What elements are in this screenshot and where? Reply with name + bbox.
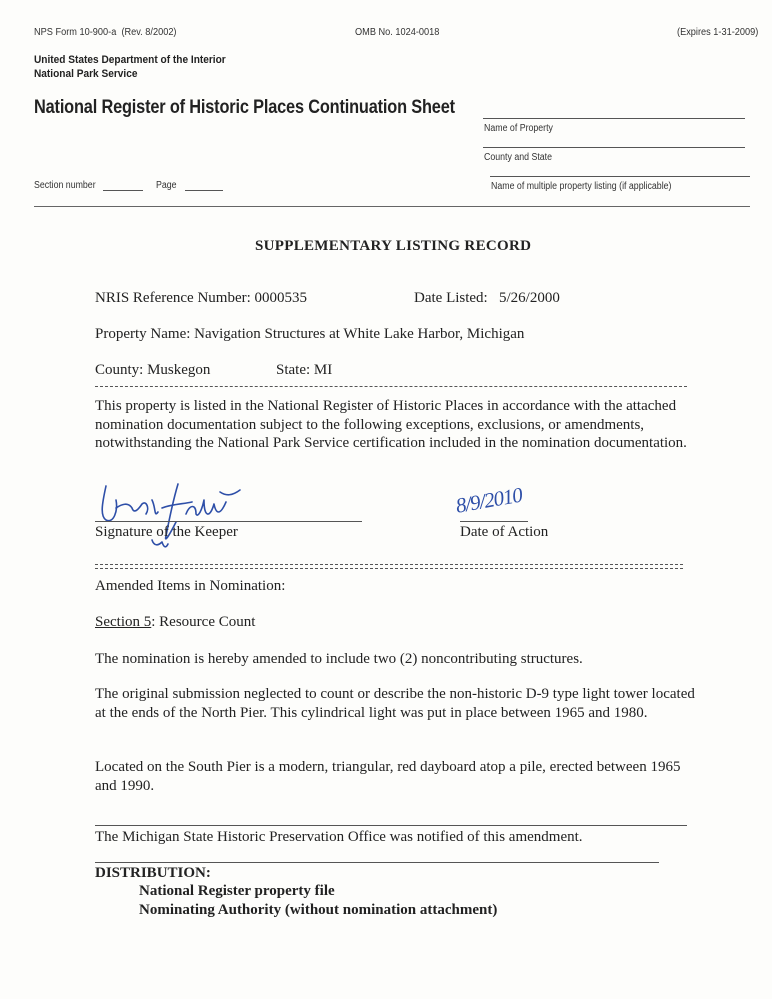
page-label: Page xyxy=(156,180,177,191)
nris-reference xyxy=(95,290,307,307)
listing-statement: This property is listed in the National Register of Historic Places in accordance with the attached nomination documentation subject to the following exceptions, exclusions, or amendments, notwithstanding the National Park Service certification included in the nomination documentation. xyxy=(95,398,687,451)
signature-line xyxy=(95,521,362,522)
county-label: County: xyxy=(95,362,144,378)
property-name-label: Property Name: xyxy=(95,326,191,342)
county-state-label: County and State xyxy=(484,152,553,163)
state xyxy=(276,362,332,379)
multiple-listing-label: Name of multiple property listing (if applicable) xyxy=(491,181,672,192)
property-name xyxy=(95,326,524,343)
service-name: National Park Service xyxy=(34,68,138,80)
department-name: United States Department of the Interior xyxy=(34,54,226,66)
amendment-paragraph-1: The nomination is hereby amended to include two (2) noncontributing structures. xyxy=(95,651,583,667)
double-dashed-separator xyxy=(95,564,683,569)
nris-value: 0000535 xyxy=(254,290,308,306)
date-of-action-handwritten: 8/9/2010 xyxy=(453,482,524,518)
section-title: : Resource Count xyxy=(151,614,256,630)
multiple-listing-line xyxy=(490,176,750,177)
state-label: State: xyxy=(276,362,311,378)
distribution-item: National Register property file xyxy=(139,883,335,899)
amendment-paragraph-3: Located on the South Pier is a modern, triangular, red dayboard atop a pile, erected between 1965 and 1990. xyxy=(95,759,681,794)
state-value: MI xyxy=(313,362,333,378)
date-listed-value: 5/26/2000 xyxy=(498,290,560,306)
date-of-action-line xyxy=(460,521,528,522)
record-heading: SUPPLEMENTARY LISTING RECORD xyxy=(255,238,532,254)
county-state-line xyxy=(483,147,745,148)
form-number-line xyxy=(34,27,176,38)
header-divider xyxy=(34,206,750,207)
name-of-property-line xyxy=(483,118,745,119)
dashed-separator xyxy=(95,386,687,387)
section-label: Section 5 xyxy=(95,614,152,630)
signature-label: Signature of the Keeper xyxy=(95,524,238,540)
omb-number: OMB No. 1024-0018 xyxy=(355,27,440,38)
date-listed-label: Date Listed: xyxy=(414,290,488,306)
amended-items-heading: Amended Items in Nomination: xyxy=(95,578,286,594)
distribution-rule xyxy=(95,862,659,863)
date-listed xyxy=(414,290,560,307)
form-number: NPS Form 10-900-a xyxy=(34,27,117,38)
date-of-action-label: Date of Action xyxy=(460,524,549,540)
form-revision: (Rev. 8/2002) xyxy=(121,27,177,38)
nris-label: NRIS Reference Number: xyxy=(95,290,251,306)
county-value: Muskegon xyxy=(147,362,211,378)
distribution-item: Nominating Authority (without nomination attachment) xyxy=(139,902,498,918)
name-of-property-label: Name of Property xyxy=(484,123,553,134)
form-title: National Register of Historic Places Continuation Sheet xyxy=(34,97,455,118)
property-name-value: Navigation Structures at White Lake Harbor, Michigan xyxy=(194,326,525,342)
shpo-notification: The Michigan State Historic Preservation Office was notified of this amendment. xyxy=(95,829,583,845)
keeper-signature xyxy=(92,474,252,564)
section-number-label: Section number xyxy=(34,180,96,191)
section-heading xyxy=(95,614,255,631)
expiration-date: (Expires 1-31-2009) xyxy=(677,27,759,38)
section-number-blank xyxy=(103,190,143,191)
notification-rule xyxy=(95,825,687,826)
page-blank xyxy=(185,190,223,191)
county xyxy=(95,362,210,379)
amendment-paragraph-2: The original submission neglected to count or describe the non-historic D-9 type light tower located at the ends of the North Pier. This cylindrical light was put in place between 1965 and 1980. xyxy=(95,686,695,721)
distribution-heading: DISTRIBUTION: xyxy=(95,865,211,881)
